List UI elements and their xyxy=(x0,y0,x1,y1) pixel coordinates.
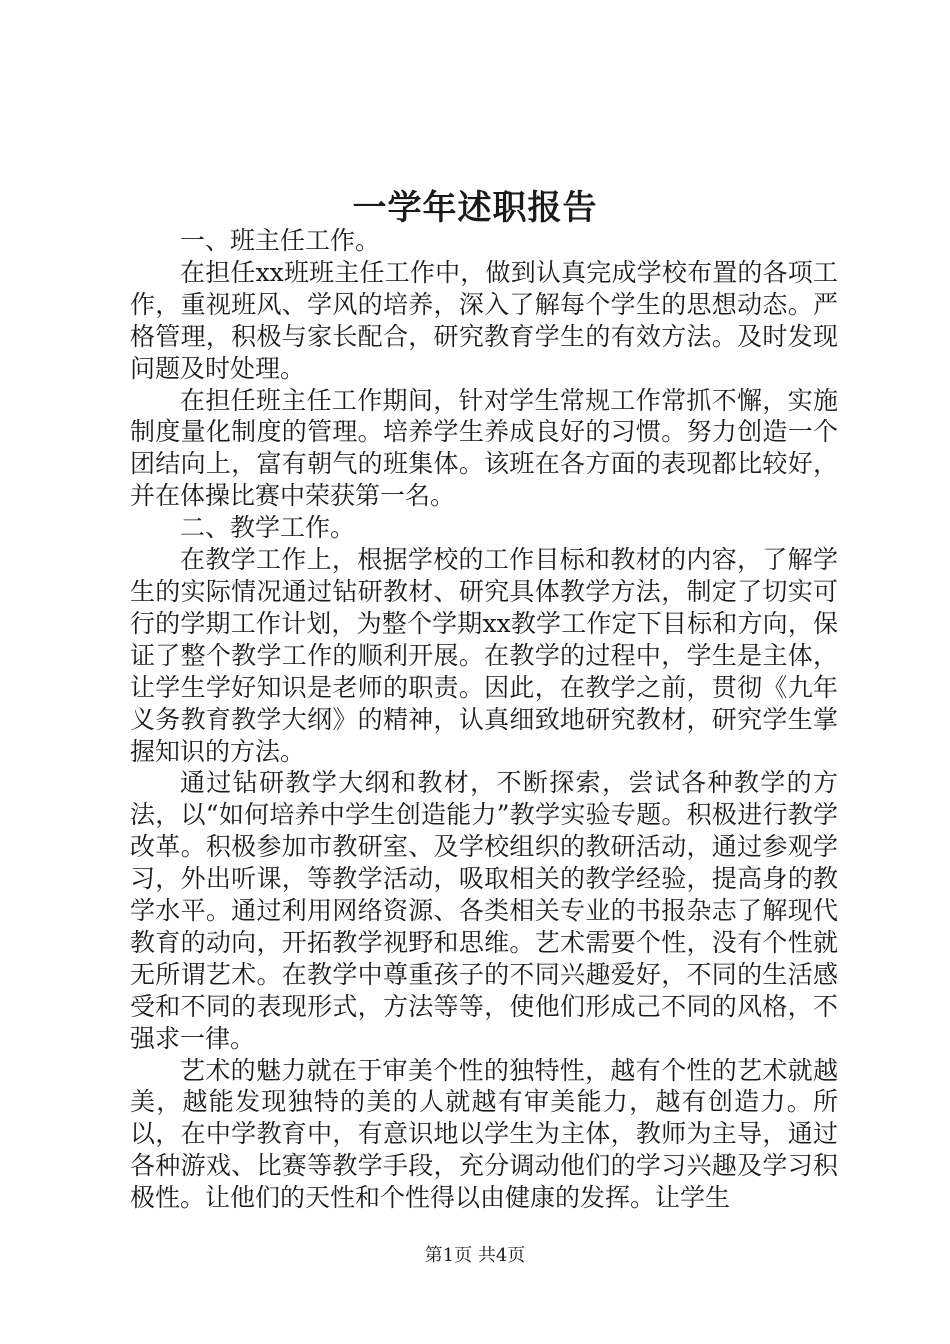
document-title: 一学年述职报告 xyxy=(352,188,598,228)
body-paragraph: 艺术的魅力就在于审美个性的独特性，越有个性的艺术就越美，越能发现独特的美的人就越有审美能力，越有创造力。所以，在中学教育中，有意识地以学生为主体，教师为主导，通过各种游戏、比赛等教学手段，充分调动他们的学习兴趣及学习积极性。让他们的天性和个性得以由健康的发挥。让学生 xyxy=(130,1055,838,1213)
body-paragraph: 在担任xx班班主任工作中，做到认真完成学校布置的各项工作，重视班风、学风的培养，深入了解每个学生的思想动态。严格管理，积极与家长配合，研究教育学生的有效方法。及时发现问题及时处理。 xyxy=(130,257,838,383)
body-paragraph: 通过钻研教学大纲和教材，不断探索，尝试各种教学的方法，以“如何培养中学生创造能力”教学实验专题。积极进行教学改革。积极参加市教研室、及学校组织的教研活动，通过参观学习，外出听课，等教学活动，吸取相关的教学经验，提高身的教学水平。通过利用网络资源、各类相关专业的书报杂志了解现代教育的动向，开拓教学视野和思维。艺术需要个性，没有个性就无所谓艺术。在教学中尊重孩子的不同兴趣爱好，不同的生活感受和不同的表现形式，方法等等，使他们形成己不同的风格，不强求一律。 xyxy=(130,768,838,1053)
body-paragraph: 在担任班主任工作期间，针对学生常规工作常抓不懈，实施制度量化制度的管理。培养学生养成良好的习惯。努力创造一个团结向上，富有朝气的班集体。该班在各方面的表现都比较好，并在体操比赛中荣获第一名。 xyxy=(130,385,838,511)
page-number-footer: 第1页 共4页 xyxy=(424,1245,526,1266)
body-paragraph: 在教学工作上，根据学校的工作目标和教材的内容，了解学生的实际情况通过钻研教材、研究具体教学方法，制定了切实可行的学期工作计划，为整个学期xx教学工作定下目标和方向，保证了整个教学工作的顺利开展。在教学的过程中，学生是主体，让学生学好知识是老师的职责。因此，在教学之前，贯彻《九年义务教育教学大纲》的精神，认真细致地研究教材，研究学生掌握知识的方法。 xyxy=(130,545,838,766)
section-heading-2: 二、教学工作。 xyxy=(180,513,356,543)
section-heading-1: 一、班主任工作。 xyxy=(180,226,381,255)
document-body xyxy=(130,225,838,1214)
